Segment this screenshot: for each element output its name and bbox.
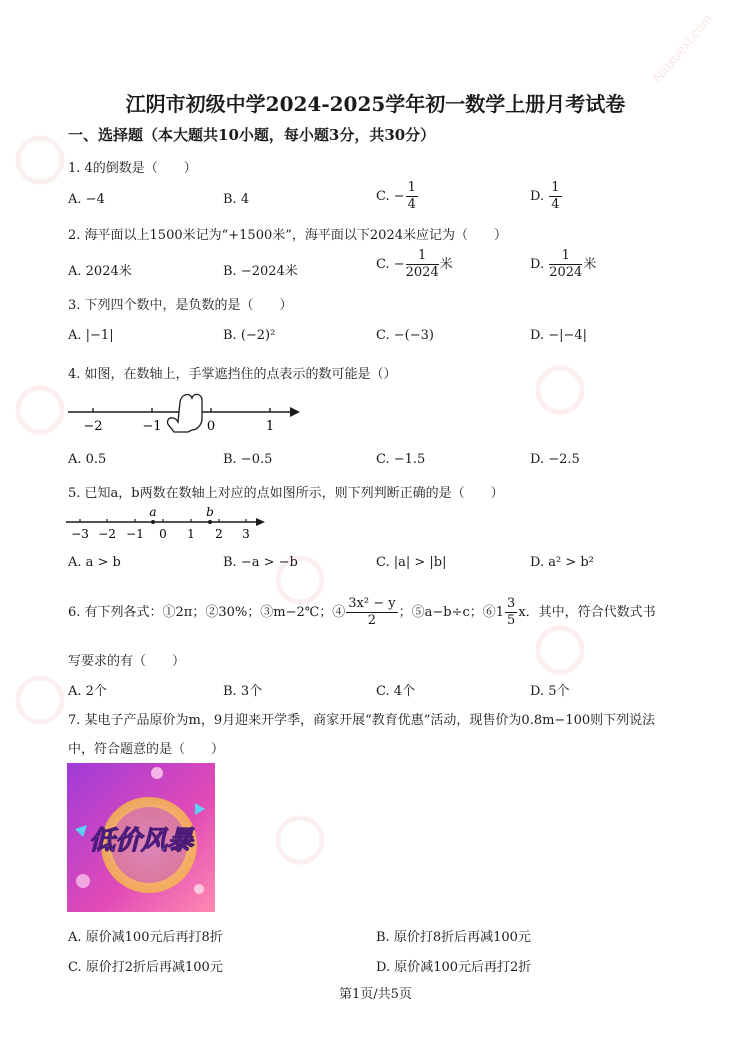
question-4-stem: 4. 如图，在数轴上，手掌遮挡住的点表示的数可能是（） <box>68 367 397 382</box>
q3-option-d: D. −|−4| <box>530 328 588 343</box>
question-1-stem: 1. 4的倒数是（ ） <box>68 161 197 176</box>
q6-stem-mid: ；⑤a−b÷c；⑥1 <box>398 605 505 620</box>
q6-mixed-numerator: 3 <box>507 596 516 611</box>
page-title: 江阴市初级中学2024-2025学年初一数学上册月考试卷 <box>125 92 626 116</box>
q1-c-denominator: 4 <box>407 197 416 212</box>
q1-d-numerator: 1 <box>551 180 560 195</box>
q4-axis-label: −2 <box>83 419 103 434</box>
question-7-stem: 7. 某电子产品原价为m，9月迎来开学季，商家开展“教育优惠”活动，现售价为0.8m−100则下列说法 <box>68 713 656 728</box>
point-a-label: a <box>149 505 157 519</box>
promo-image <box>67 763 215 912</box>
q5-option-b: B. −a > −b <box>223 555 298 570</box>
q2-c-unit: 米 <box>439 257 453 272</box>
page-footer: 第1页/共5页 <box>339 987 412 1002</box>
q5-option-c: C. |a| > |b| <box>376 555 447 570</box>
hand-icon <box>167 394 202 432</box>
question-2-stem: 2. 海平面以上1500米记为“+1500米”，海平面以下2024米应记为（ ） <box>68 228 507 243</box>
q4-axis-label: 0 <box>206 419 216 434</box>
question-3-stem: 3. 下列四个数中，是负数的是（ ） <box>68 298 293 313</box>
q4-option-a: A. 0.5 <box>68 452 107 467</box>
q1-d-denominator: 4 <box>551 197 560 212</box>
q5-number-line <box>62 502 272 544</box>
q6-stem-start: 6. 有下列各式：①2π；②30%；③m−2℃；④ <box>68 605 346 620</box>
q1-option-b: B. 4 <box>223 192 250 207</box>
q4-axis-label: 1 <box>265 419 275 434</box>
q2-d-denominator: 2024 <box>549 265 583 280</box>
q2-option-a: A. 2024米 <box>68 264 132 279</box>
q7-option-d: D. 原价减100元后再打2折 <box>376 960 532 975</box>
q4-option-d: D. −2.5 <box>530 452 580 467</box>
q6-mixed-denominator: 5 <box>507 613 516 628</box>
question-5-stem: 5. 已知a，b两数在数轴上对应的点如图所示，则下列判断正确的是（ ） <box>68 486 504 501</box>
q3-option-c: C. −(−3) <box>376 328 434 343</box>
point-b-marker <box>208 520 212 524</box>
q4-axis-label: −1 <box>142 419 162 434</box>
q4-number-line <box>62 388 312 436</box>
q2-c-denominator: 2024 <box>405 265 439 280</box>
q4-option-b: B. −0.5 <box>223 452 273 467</box>
q2-d-unit: 米 <box>583 257 597 272</box>
section-heading: 一、选择题（本大题共10小题，每小题3分，共30分） <box>68 126 436 144</box>
q6-fraction-denominator: 2 <box>367 613 377 628</box>
q1-option-d <box>530 180 563 213</box>
q4-option-c: C. −1.5 <box>376 452 426 467</box>
question-7-stem-line2: 中，符合题意的是（ ） <box>68 742 225 757</box>
q6-stem-end: x．其中，符合代数式书 <box>518 605 656 620</box>
q3-option-a: A. |−1| <box>68 328 114 343</box>
q2-c-numerator: 1 <box>406 248 439 265</box>
watermark-text: Niuxuexi.com <box>648 10 716 86</box>
q2-d-numerator: 1 <box>549 248 582 265</box>
q2-option-c <box>376 248 453 281</box>
question-6-stem <box>68 596 656 629</box>
q6-option-d: D. 5个 <box>530 684 570 699</box>
point-b-label: b <box>206 505 214 519</box>
promo-text: 低价风暴 <box>88 826 194 856</box>
q6-option-b: B. 3个 <box>223 684 263 699</box>
q6-option-c: C. 4个 <box>376 684 416 699</box>
q3-option-b: B. (−2)² <box>223 328 276 343</box>
q5-axis-label: 1 <box>187 527 195 541</box>
q2-option-d-label: D. <box>530 257 545 272</box>
q5-axis-label: 0 <box>159 527 167 541</box>
q5-axis-label: 3 <box>242 527 250 541</box>
q5-axis-label: 2 <box>215 527 223 541</box>
q2-option-b: B. −2024米 <box>223 264 298 279</box>
q5-axis-label: −1 <box>126 527 144 541</box>
point-a-marker <box>151 520 155 524</box>
q7-option-a: A. 原价减100元后再打8折 <box>68 930 223 945</box>
q5-axis-label: −3 <box>71 527 89 541</box>
q2-option-c-label: C. − <box>376 257 405 272</box>
q5-axis-label: −2 <box>98 527 116 541</box>
q7-option-c: C. 原价打2折后再减100元 <box>68 960 223 975</box>
q5-option-a: A. a > b <box>68 555 121 570</box>
q1-option-c <box>376 180 419 213</box>
q2-option-d <box>530 248 596 281</box>
q6-option-a: A. 2个 <box>68 684 107 699</box>
q1-option-a: A. −4 <box>68 192 105 207</box>
question-6-stem-line2: 写要求的有（ ） <box>68 654 186 669</box>
q5-option-d: D. a² > b² <box>530 555 594 570</box>
q1-option-d-label: D. <box>530 189 545 204</box>
q1-option-c-label: C. − <box>376 189 405 204</box>
q1-c-numerator: 1 <box>407 180 416 195</box>
q7-option-b: B. 原价打8折后再减100元 <box>376 930 531 945</box>
q6-fraction-numerator: 3x² − y <box>348 596 396 611</box>
